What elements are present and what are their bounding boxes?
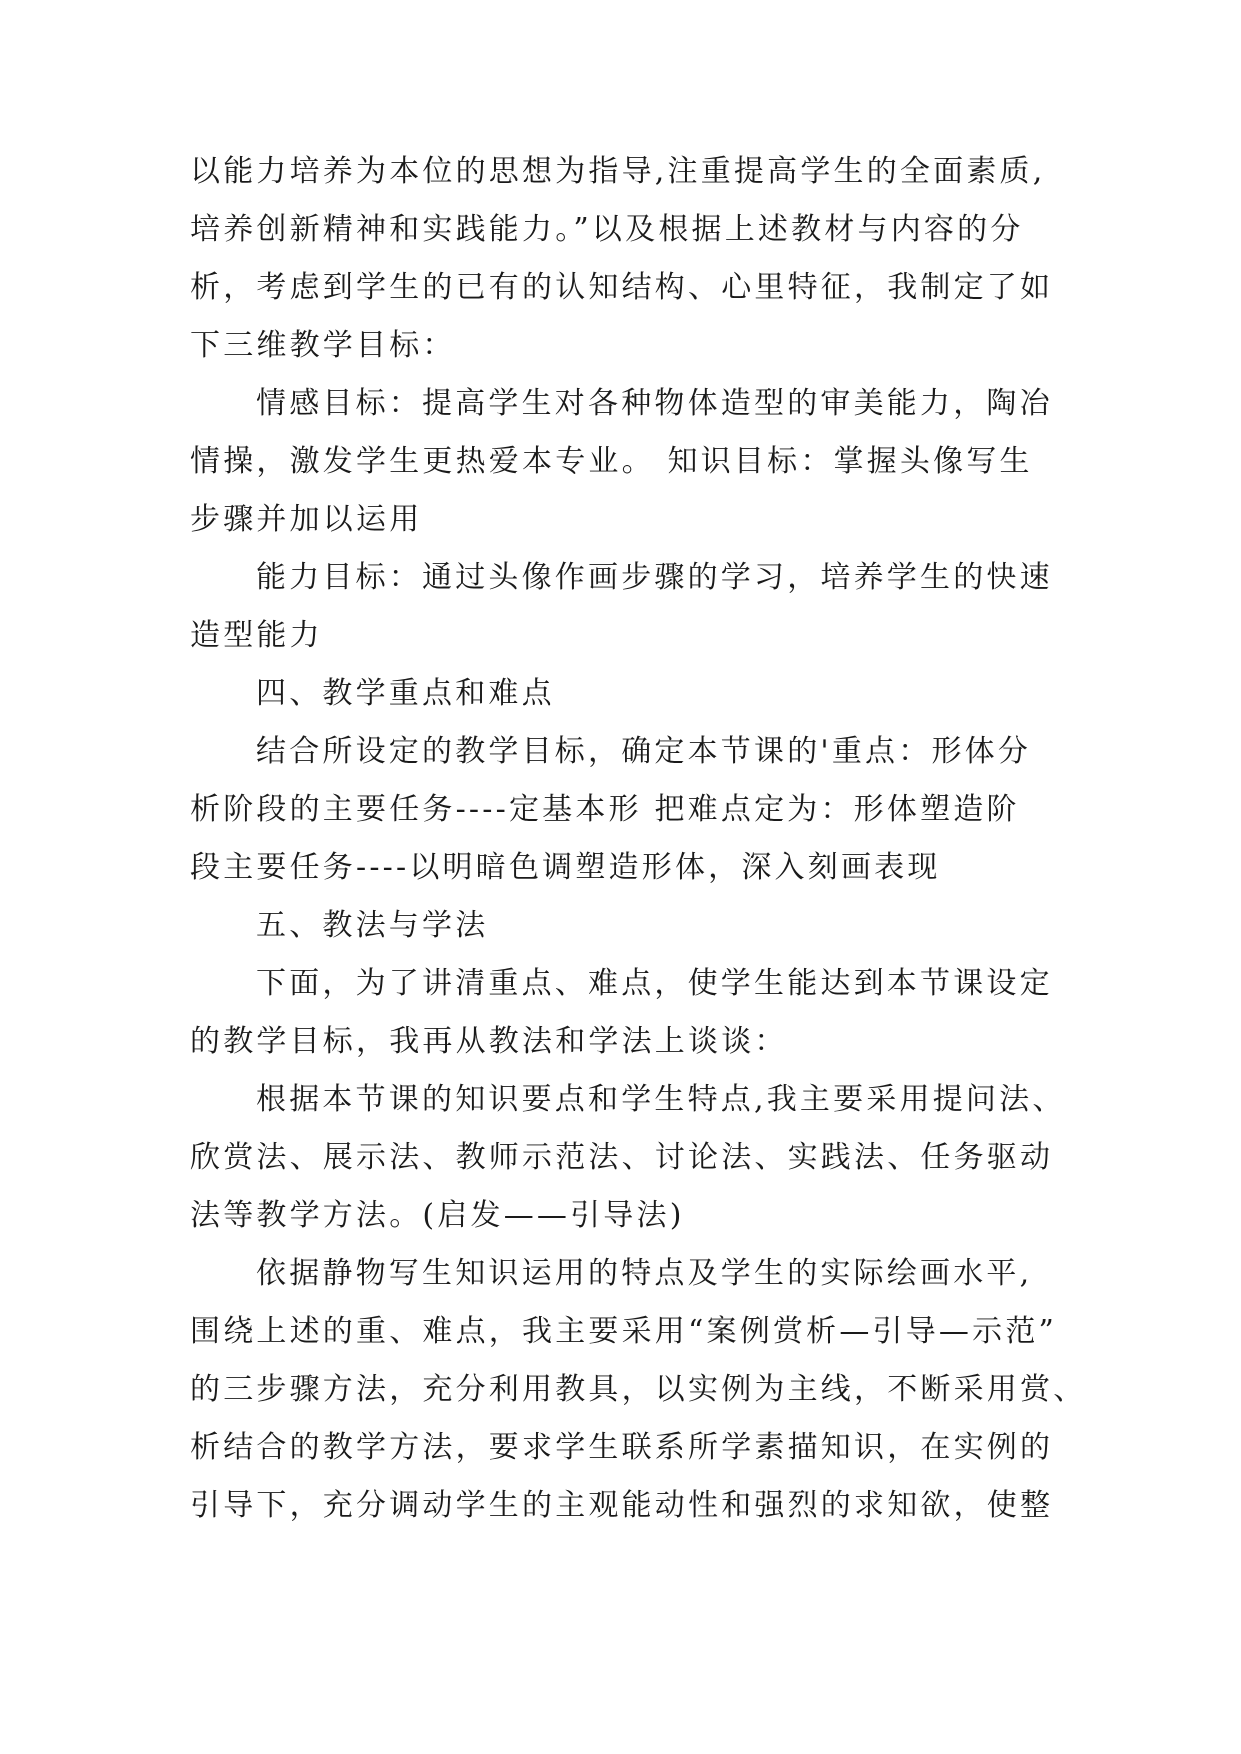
text-line: 析结合的教学方法，要求学生联系所学素描知识，在实例的 bbox=[190, 1430, 1054, 1465]
text-line: 的三步骤方法，充分利用教具，以实例为主线，不断采用赏、 bbox=[190, 1372, 1087, 1407]
paragraph-start-line: 依据静物写生知识运用的特点及学生的实际绘画水平, bbox=[256, 1256, 1033, 1291]
section-heading: 五、教法与学法 bbox=[256, 908, 489, 943]
paragraph-start-line: 能力目标：通过头像作画步骤的学习，培养学生的快速 bbox=[256, 560, 1053, 595]
text-line: 以能力培养为本位的思想为指导,注重提高学生的全面素质, bbox=[190, 154, 1046, 189]
paragraph-start-line: 情感目标：提高学生对各种物体造型的审美能力，陶冶 bbox=[256, 386, 1053, 421]
text-line: 法等教学方法。(启发——引导法) bbox=[190, 1198, 685, 1233]
paragraph-start-line: 根据本节课的知识要点和学生特点,我主要采用提问法、 bbox=[256, 1082, 1066, 1117]
text-line: 下三维教学目标： bbox=[190, 328, 456, 363]
text-line: 造型能力 bbox=[190, 618, 323, 653]
text-line: 析阶段的主要任务----定基本形 把难点定为：形体塑造阶 bbox=[190, 792, 1020, 827]
text-line: 围绕上述的重、难点，我主要采用“案例赏析—引导—示范” bbox=[190, 1314, 1058, 1349]
paragraph-start-line: 结合所设定的教学目标，确定本节课的'重点：形体分 bbox=[256, 734, 1032, 769]
paragraph-start-line: 下面，为了讲清重点、难点，使学生能达到本节课设定 bbox=[256, 966, 1053, 1001]
text-line: 的教学目标，我再从教法和学法上谈谈： bbox=[190, 1024, 788, 1059]
text-line: 段主要任务----以明暗色调塑造形体，深入刻画表现 bbox=[190, 850, 941, 885]
text-line: 欣赏法、展示法、教师示范法、讨论法、实践法、任务驱动 bbox=[190, 1140, 1054, 1175]
text-line: 析，考虑到学生的已有的认知结构、心里特征，我制定了如 bbox=[190, 270, 1054, 305]
text-line: 培养创新精神和实践能力。”以及根据上述教材与内容的分 bbox=[190, 212, 1024, 247]
text-line: 引导下，充分调动学生的主观能动性和强烈的求知欲，使整 bbox=[190, 1488, 1054, 1523]
text-line: 步骤并加以运用 bbox=[190, 502, 423, 537]
text-line: 情操，激发学生更热爱本专业。 知识目标：掌握头像写生 bbox=[190, 444, 1033, 479]
section-heading: 四、教学重点和难点 bbox=[256, 676, 555, 711]
document-page bbox=[190, 0, 1087, 1754]
